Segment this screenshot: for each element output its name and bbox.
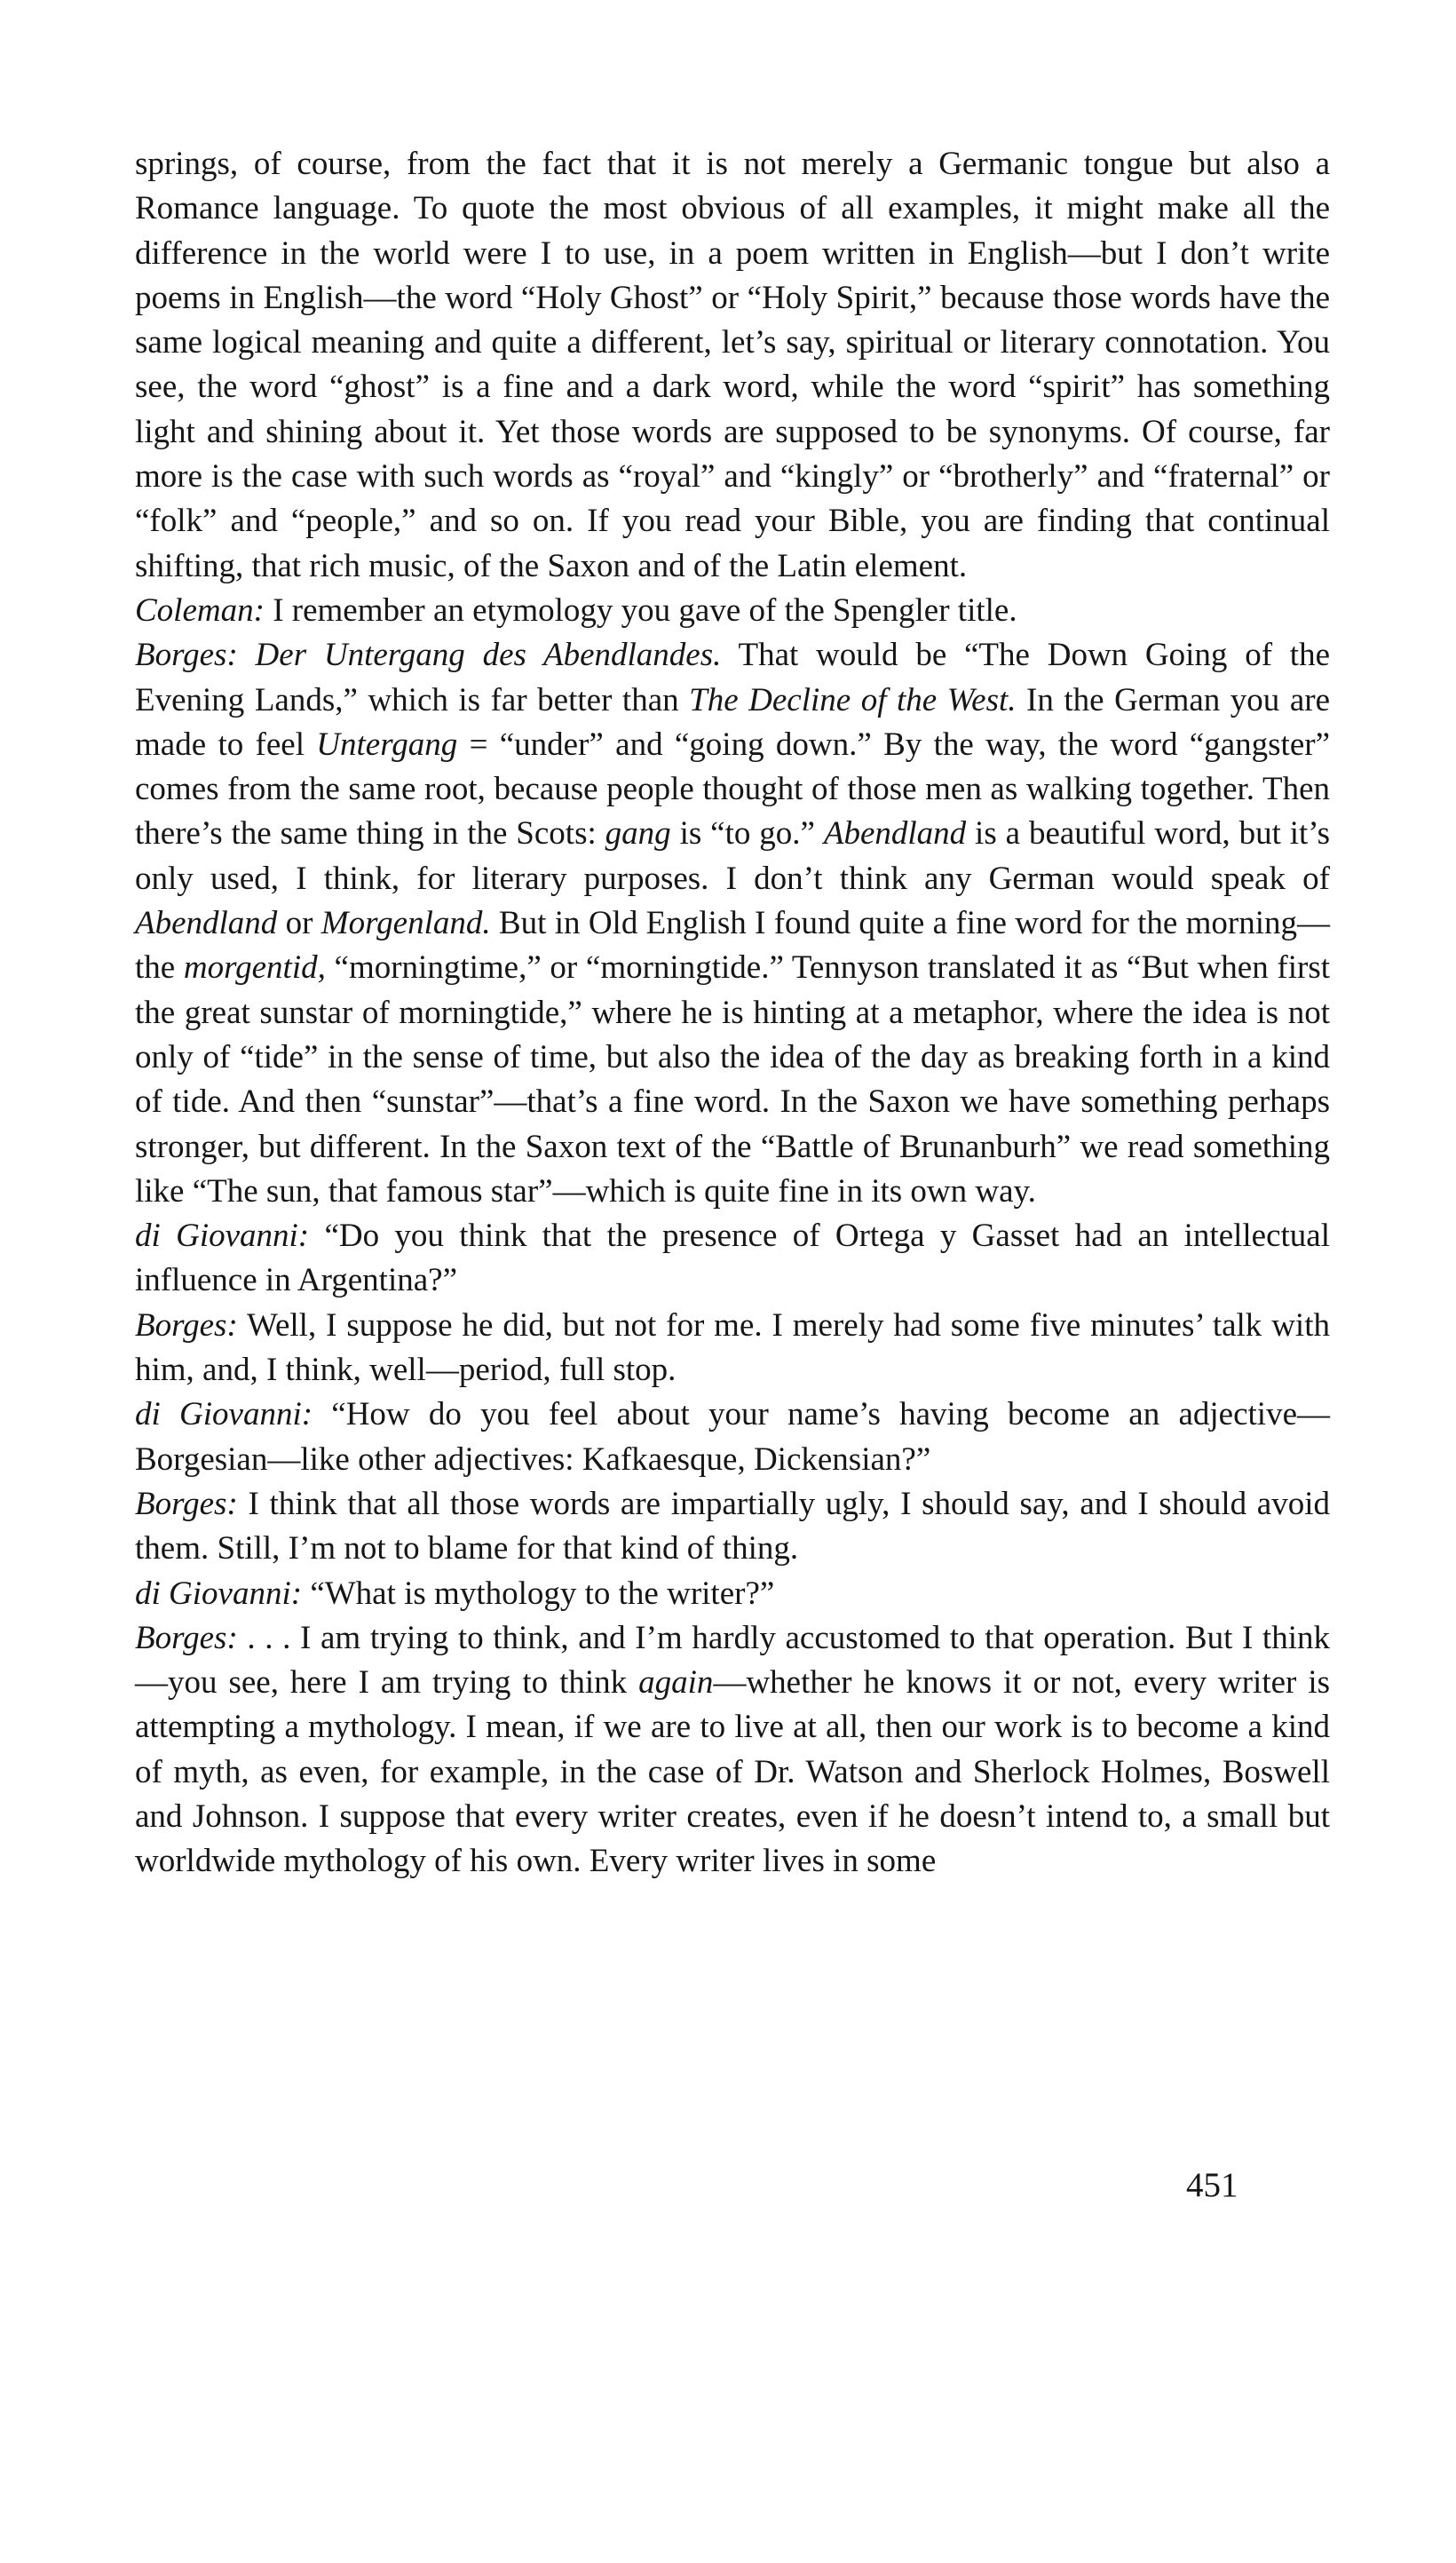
dialogue-paragraph — [135, 1482, 1330, 1572]
dialogue-paragraph — [135, 1616, 1330, 1885]
italic-text: Abendland — [823, 815, 967, 853]
text-segment: “morningtime,” or “morningtide.” Tennyson translated it as “But when first the great sunstar of morningtide,” where he is hinting at a metaphor, where the idea is not only of “tide” in the sense of time, but also the idea of the day as breaking forth in a kind of tide. And then “sunstar”—that’s a fine word. In the Saxon we have something perhaps stronger, but different. In the Saxon text of the “Battle of Brunanburh” we read something like “The sun, that famous star”—which is quite fine in its own way. — [135, 949, 1330, 1210]
text-segment: That would be “The Down Going of the Evening Lands,” which is far better than — [135, 637, 1330, 718]
dialogue-paragraph — [135, 589, 1330, 633]
text-segment: springs, of course, from the fact that it is not merely a Germanic tongue but also a Romance language. To quote the most obvious of all examples, it might make all the difference in the world were I to use, in a poem written in English—but I don’t write poems in English—the word “Holy Ghost” or “Holy Spirit,” because those words have the same logical meaning and quite a different, let’s say, spiritual or literary connotation. You see, the word “ghost” is a fine and a dark word, while the word “spirit” has something light and shining about it. Yet those words are supposed to be synonyms. Of course, far more is the case with such words as “royal” and “kingly” or “brotherly” and “fraternal” or “folk” and “people,” and so on. If you read your Bible, you are finding that continual shifting, that rich music, of the Saxon and of the Latin element. — [135, 146, 1330, 584]
speaker-label: Coleman: — [135, 591, 265, 629]
text-segment: is a beautiful word, but it’s only used, I think, for literary purposes. I don’t think any German would speak of — [135, 815, 1330, 897]
dialogue-paragraph — [135, 1572, 1330, 1616]
italic-text: The Decline of the West. — [689, 681, 1017, 718]
italic-text: Untergang — [316, 726, 458, 763]
speaker-label: Borges: — [135, 1306, 238, 1344]
dialogue-paragraph — [135, 633, 1330, 1214]
speaker-label: Borges: — [135, 1485, 238, 1522]
text-segment: But in Old English I found quite a fine word for the morning—the — [135, 905, 1330, 987]
text-segment: I remember an etymology you gave of the Spengler title. — [264, 591, 1017, 629]
text-segment: “What is mythology to the writer?” — [302, 1575, 775, 1612]
text-segment: is “to go.” — [670, 815, 824, 853]
speaker-label: Borges: — [135, 1619, 238, 1656]
text-segment: Well, I suppose he did, but not for me. I merely had some five minutes’ talk with him, and, I think, well—period, full stop. — [135, 1306, 1330, 1389]
italic-text: morgentid, — [183, 949, 326, 987]
page-number: 451 — [1186, 2166, 1238, 2204]
italic-text: Abendland — [135, 905, 278, 942]
speaker-label: di Giovanni: — [135, 1218, 310, 1255]
italic-text: Der Untergang des Abendlandes. — [237, 637, 722, 674]
italic-text: again — [638, 1664, 714, 1702]
text-segment: “How do you feel about your name’s having become an adjective—Borgesian—like other adjectives: Kafkaesque, Dickensian?” — [135, 1396, 1330, 1478]
text-block — [135, 142, 1330, 1885]
italic-text: Morgenland. — [320, 905, 491, 942]
text-segment: —whether he knows it or not, every writer is attempting a mythology. I mean, if we are to live at all, then our work is to become a kind of myth, as even, for example, in the case of Dr. Watson and Sherlock Holmes, Boswell and Johnson. I suppose that every writer creates, even if he doesn’t intend to, a small but worldwide mythology of his own. Every writer lives in some — [135, 1664, 1330, 1880]
dialogue-paragraph — [135, 1393, 1330, 1482]
text-segment: I think that all those words are impartially ugly, I should say, and I should avoid them. Still, I’m not to blame for that kind of thing. — [135, 1485, 1330, 1567]
dialogue-paragraph — [135, 1304, 1330, 1393]
italic-text: gang — [605, 815, 671, 853]
speaker-label: Borges: — [135, 637, 238, 674]
text-segment: In the German you are made to feel — [135, 681, 1330, 763]
text-segment: . . . I am trying to think, and I’m hardly accustomed to that operation. But I think—you see, here I am trying to think — [135, 1619, 1330, 1702]
text-segment: = “under” and “going down.” By the way, the word “gangster” comes from the same root, because people thought of those men as walking together. Then there’s the same thing in the Scots: — [135, 726, 1330, 853]
text-segment: “Do you think that the presence of Ortega y Gasset had an intellectual influence in Argentina?” — [135, 1218, 1331, 1299]
speaker-label: di Giovanni: — [135, 1396, 313, 1433]
speaker-label: di Giovanni: — [135, 1575, 303, 1612]
dialogue-paragraph — [135, 1214, 1330, 1304]
text-segment: or — [277, 905, 321, 942]
page-body — [135, 142, 1330, 1885]
body-paragraph — [135, 142, 1330, 589]
